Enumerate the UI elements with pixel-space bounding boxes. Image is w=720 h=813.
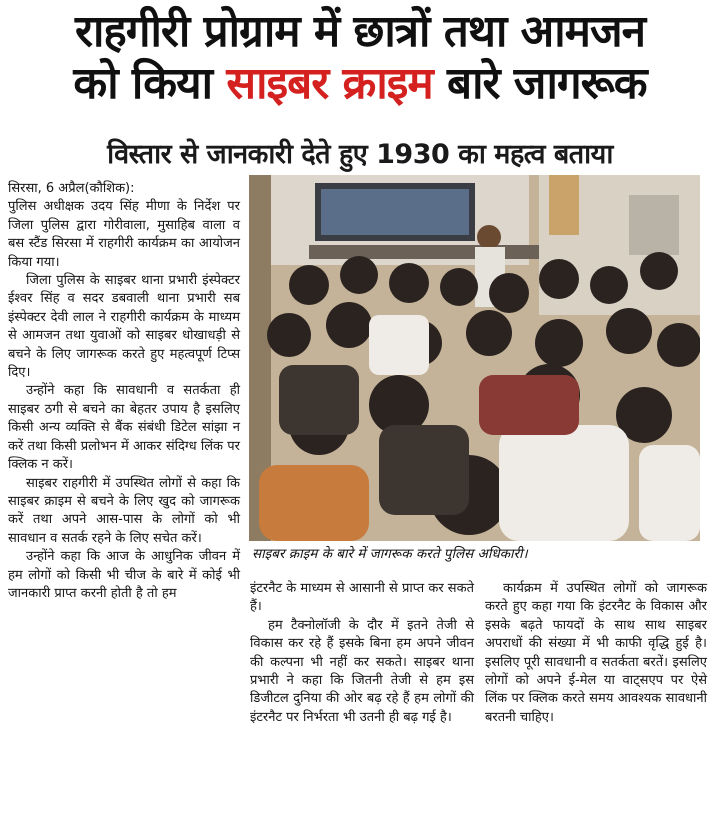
headline-line-1: राहगीरी प्रोग्राम में छात्रों तथा आमजन — [74, 6, 646, 57]
article-column-3 — [485, 580, 707, 727]
subheadline: विस्तार से जानकारी देते हुए 1930 का महत्व बताया — [107, 139, 613, 170]
photo-caption: साइबर क्राइम के बारे में जागरूक करते पुलिस अधिकारी। — [252, 546, 528, 562]
headline — [0, 6, 720, 110]
paragraph: उन्होंने कहा कि आज के आधुनिक जीवन में हम लोगों को किसी भी चीज के बारे में कोई भी जानकारी प्राप्त करनी होती है तो हम — [8, 549, 240, 601]
paragraph: पुलिस अधीक्षक उदय सिंह मीणा के निर्देश पर जिला पुलिस द्वारा गोरीवाला, मुसाहिब वाला व बस स्टैंड सिरसा में राहगीरी कार्यक्रम का आयोजन किया गया। — [8, 199, 240, 270]
headline-line-2 — [0, 58, 720, 110]
article-column-1 — [8, 180, 240, 603]
paragraph: इंटरनैट के माध्यम से आसानी से प्राप्त कर सकते हैं। — [250, 581, 474, 615]
paragraph: कार्यक्रम में उपस्थित लोगों को जागरूक करते हुए कहा गया कि इंटरनैट के विकास और इसके बढ़ते फायदों के साथ साथ साइबर अपराधों की संख्या में भी काफी वृद्धि हुई है। इसलिए पूरी सावधानी व सतर्कता बरतें। इसलिए लोगों को अपने ई-मेल या वाट्सएप पर ऐसे लिंक पर क्लिक करते समय आवश्यक सावधानी बरतनी चाहिए। — [485, 581, 707, 725]
paragraph: हम टैक्नोलॉजी के दौर में इतने तेजी से विकास कर रहे हैं इसके बिना हम अपने जीवन की कल्पना भी नहीं कर सकते। साइबर थाना प्रभारी ने कहा कि जितनी तेजी से हम इस डिजीटल दुनिया की ओर बढ़ रहे हैं हम लोगों की इंटरनैट पर निर्भरता भी उतनी ही बढ़ गई है। — [250, 617, 474, 725]
headline-line-2-end: बारे जागरूक — [432, 58, 647, 109]
headline-highlight: साइबर क्राइम — [226, 58, 433, 109]
dateline-text: सिरसा, 6 अप्रैल(कौशिक): — [8, 181, 135, 196]
paragraph: उन्होंने कहा कि सावधानी व सतर्कता ही साइबर ठगी से बचने का बेहतर उपाय है इसलिए किसी अन्य व्यक्ति से बैंक संबंधी डिटेल सांझा न करें तथा किसी प्रलोभन में आकर संदिग्ध लिंक पर क्लिक न करें। — [8, 383, 240, 473]
paragraph: जिला पुलिस के साइबर थाना प्रभारी इंस्पेक्टर ईश्वर सिंह व सदर डबवाली थाना प्रभारी सब इंस्पेक्टर देवी लाल ने राहगीरी कार्यक्रम के माध्यम से आमजन तथा युवाओं को साइबर धोखाधड़ी से बचने के लिए जागरूक करते हुए महत्वपूर्ण टिप्स दिए। — [8, 273, 240, 381]
crowd-photo-illustration — [249, 175, 700, 541]
headline-line-2-start: को किया — [73, 58, 227, 109]
dateline — [8, 180, 240, 198]
paragraph: साइबर राहगीरी में उपस्थित लोगों से कहा कि साइबर क्राइम से बचने के लिए खुद को जागरूक करें तथा अपने आस-पास के लोगों को भी सावधान व सतर्क रहने के लिए सचेत करें। — [8, 475, 240, 546]
news-photo — [249, 175, 700, 541]
article-column-2 — [250, 580, 474, 727]
